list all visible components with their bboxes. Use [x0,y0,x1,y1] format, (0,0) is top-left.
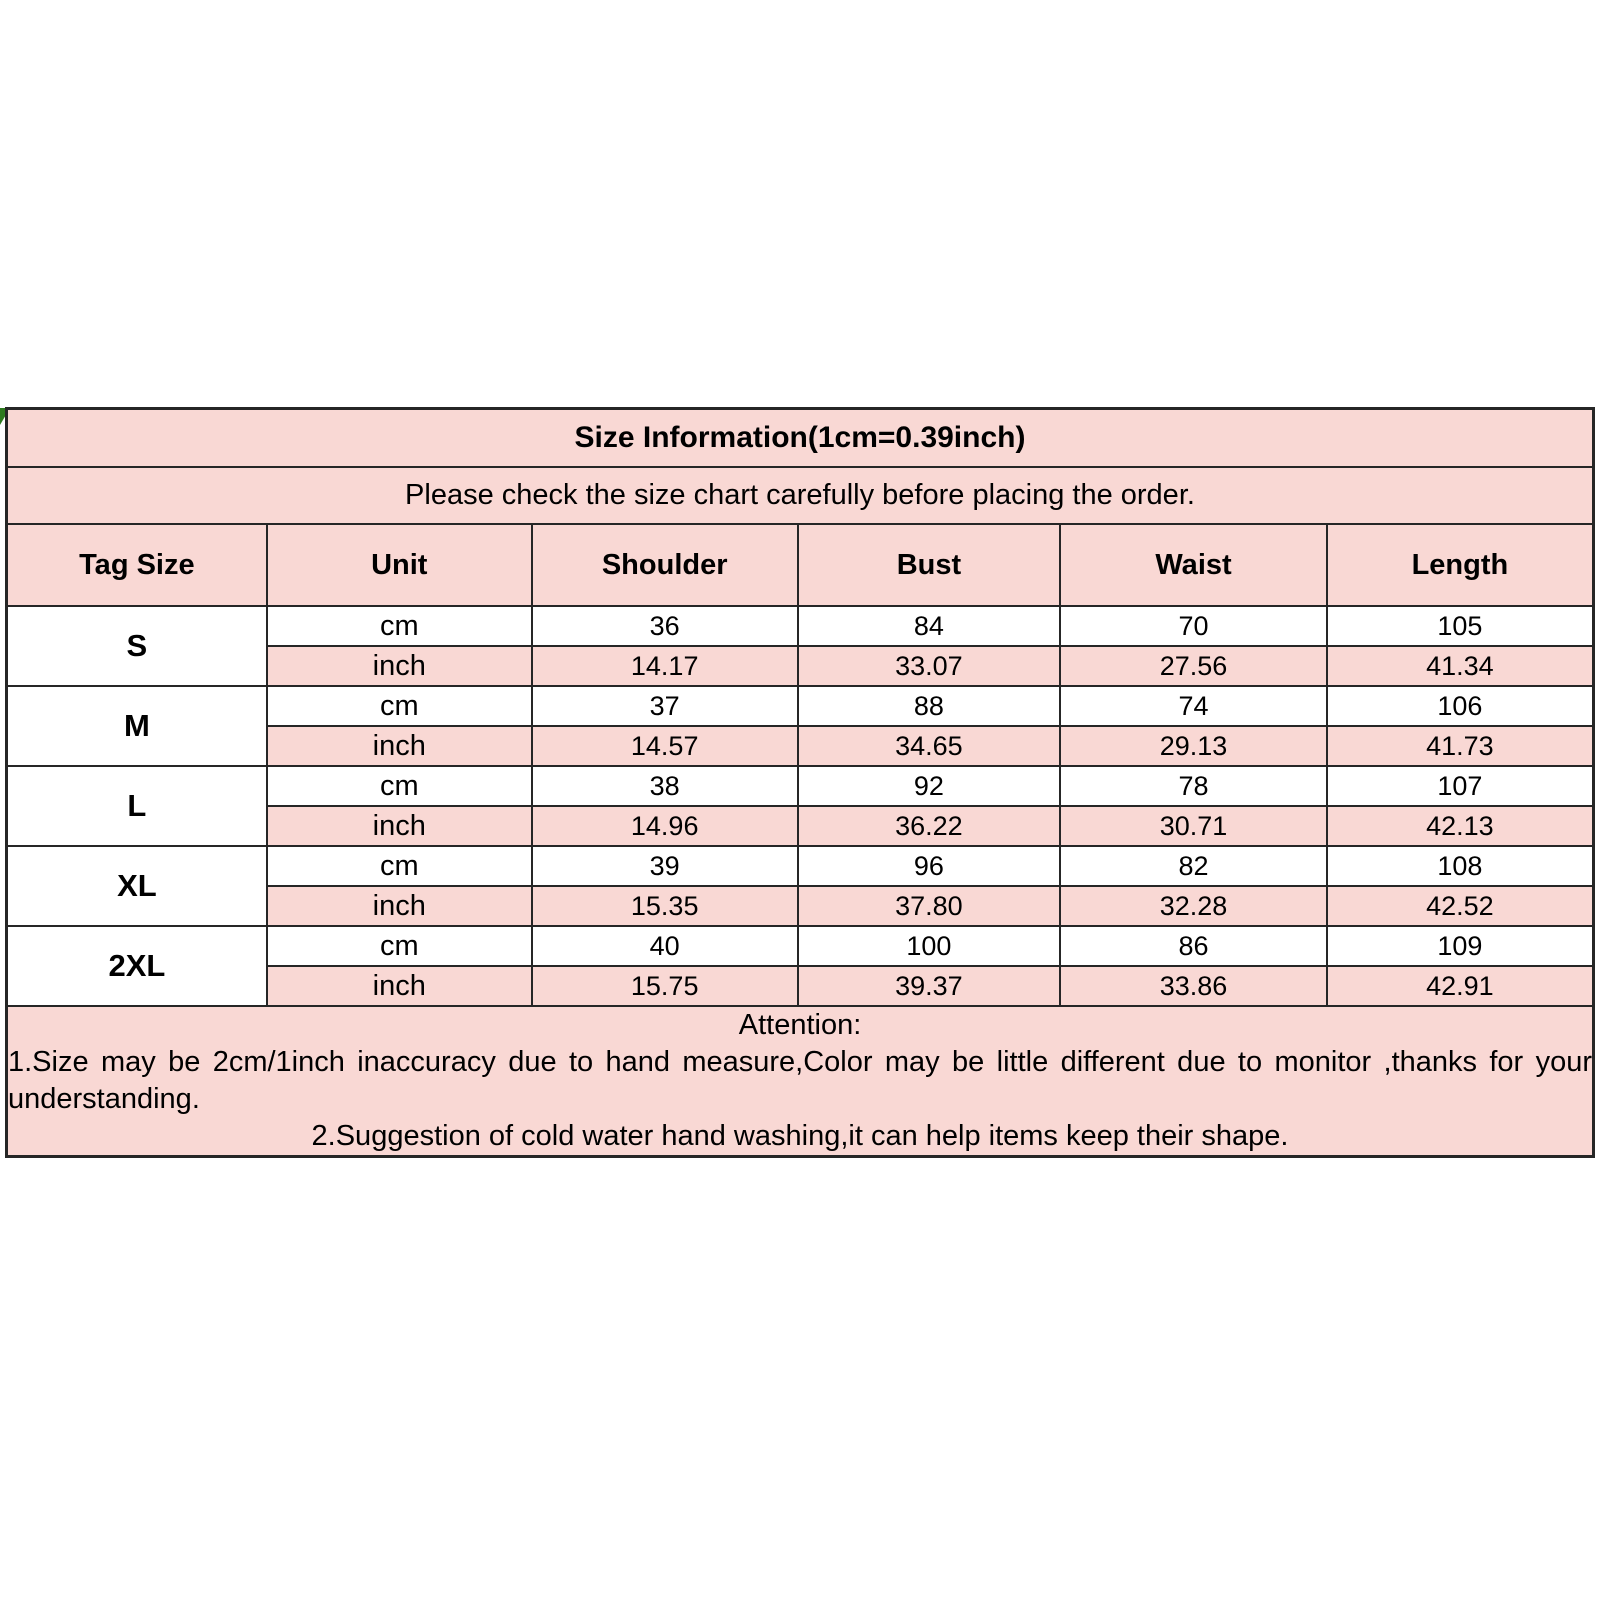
s-inch-waist: 27.56 [1060,646,1327,686]
tag-size-2xl: 2XL [7,926,267,1006]
m-cm-bust: 88 [798,686,1061,726]
2xl-inch-bust: 39.37 [798,966,1061,1006]
tag-size-xl: XL [7,846,267,926]
table-title: Size Information(1cm=0.39inch) [7,409,1594,468]
unit-cm-cell: cm [267,926,532,966]
2xl-cm-waist: 86 [1060,926,1327,966]
table-subtitle: Please check the size chart carefully before placing the order. [7,467,1594,524]
xl-cm-length: 108 [1327,846,1594,886]
s-cm-waist: 70 [1060,606,1327,646]
unit-cm-cell: cm [267,686,532,726]
unit-inch-cell: inch [267,646,532,686]
m-cm-waist: 74 [1060,686,1327,726]
l-cm-shoulder: 38 [532,766,798,806]
header-row [7,524,1594,606]
size-row-2xl-cm [7,926,1594,966]
size-row-l-cm [7,766,1594,806]
xl-inch-waist: 32.28 [1060,886,1327,926]
xl-inch-bust: 37.80 [798,886,1061,926]
l-inch-bust: 36.22 [798,806,1061,846]
m-inch-bust: 34.65 [798,726,1061,766]
unit-cm-cell: cm [267,846,532,886]
m-inch-shoulder: 14.57 [532,726,798,766]
header-waist: Waist [1060,524,1327,606]
header-length: Length [1327,524,1594,606]
xl-cm-shoulder: 39 [532,846,798,886]
l-inch-shoulder: 14.96 [532,806,798,846]
attention-note [7,1006,1594,1157]
unit-cm-cell: cm [267,766,532,806]
tag-size-m: M [7,686,267,766]
attention-item-1: 1.Size may be 2cm/1inch inaccuracy due to hand measure,Color may be little different due to monitor ,thanks for your understanding. [8,1046,1592,1115]
s-inch-length: 41.34 [1327,646,1594,686]
xl-inch-shoulder: 15.35 [532,886,798,926]
xl-inch-length: 42.52 [1327,886,1594,926]
attention-item-2: 2.Suggestion of cold water hand washing,it can help items keep their shape. [311,1120,1289,1152]
unit-inch-cell: inch [267,726,532,766]
2xl-cm-length: 109 [1327,926,1594,966]
header-tag-size: Tag Size [7,524,267,606]
size-table [5,407,1595,1158]
l-cm-length: 107 [1327,766,1594,806]
s-cm-bust: 84 [798,606,1061,646]
2xl-inch-waist: 33.86 [1060,966,1327,1006]
m-cm-shoulder: 37 [532,686,798,726]
unit-cm-cell: cm [267,606,532,646]
size-row-m-cm [7,686,1594,726]
title-row [7,409,1594,468]
subtitle-row [7,467,1594,524]
l-cm-waist: 78 [1060,766,1327,806]
xl-cm-waist: 82 [1060,846,1327,886]
2xl-cm-bust: 100 [798,926,1061,966]
m-inch-length: 41.73 [1327,726,1594,766]
header-unit: Unit [267,524,532,606]
tag-size-l: L [7,766,267,846]
2xl-inch-shoulder: 15.75 [532,966,798,1006]
size-chart [5,407,1595,1158]
unit-inch-cell: inch [267,806,532,846]
header-bust: Bust [798,524,1061,606]
m-cm-length: 106 [1327,686,1594,726]
xl-cm-bust: 96 [798,846,1061,886]
s-inch-shoulder: 14.17 [532,646,798,686]
l-inch-waist: 30.71 [1060,806,1327,846]
size-row-xl-cm [7,846,1594,886]
unit-inch-cell: inch [267,886,532,926]
unit-inch-cell: inch [267,966,532,1006]
m-inch-waist: 29.13 [1060,726,1327,766]
s-inch-bust: 33.07 [798,646,1061,686]
2xl-cm-shoulder: 40 [532,926,798,966]
2xl-inch-length: 42.91 [1327,966,1594,1006]
tag-size-s: S [7,606,267,686]
l-inch-length: 42.13 [1327,806,1594,846]
header-shoulder: Shoulder [532,524,798,606]
s-cm-shoulder: 36 [532,606,798,646]
attention-heading: Attention: [738,1009,862,1041]
size-row-s-cm [7,606,1594,646]
l-cm-bust: 92 [798,766,1061,806]
attention-row [7,1006,1594,1157]
s-cm-length: 105 [1327,606,1594,646]
